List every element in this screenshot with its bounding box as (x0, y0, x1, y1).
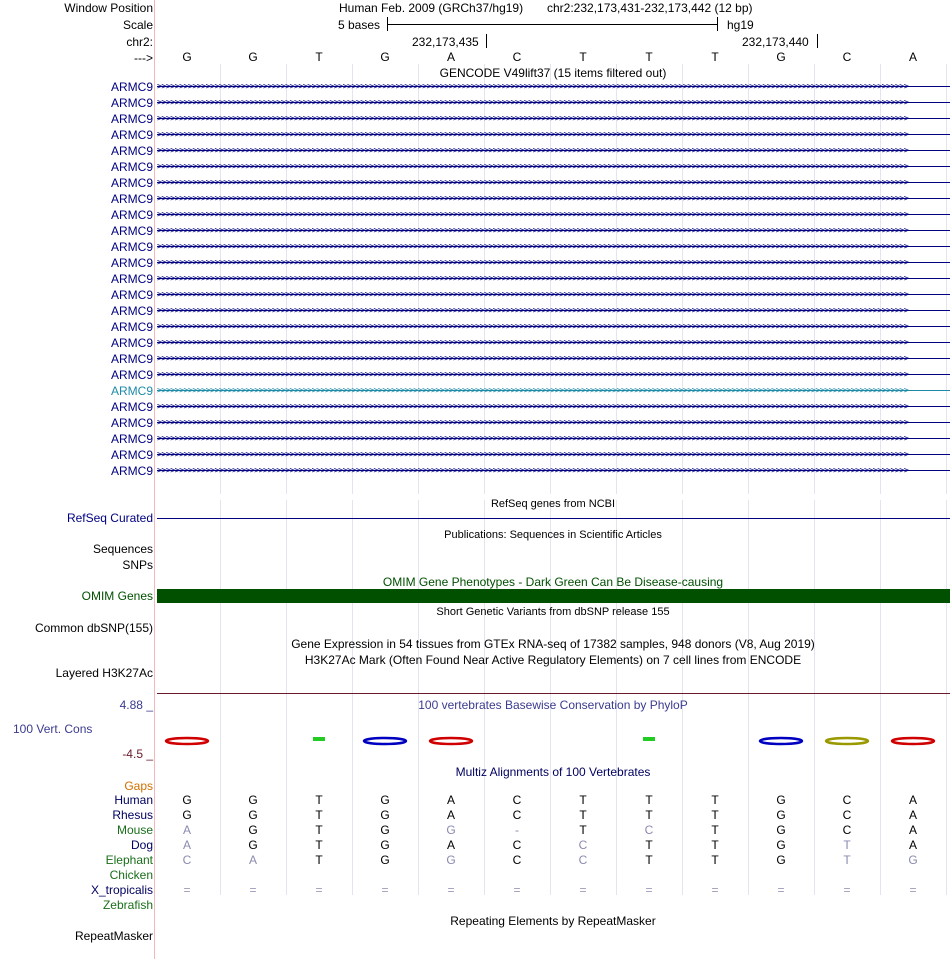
strand-arrows: >>>>>>>>>>>>>>>>>>>>>>>>>>>>>>>>>>>>>>>>>>>>>>>>>>>>>>>>>>>>>>>>>>>>>>>>>>>>>>>>>>>>>>>>>>>>>>>>>>>>>>>>>>>>>>>>>>>>>>>>>>>>>>>>>>>>>>>>>>>>>>>>>>>>>>>>>>>>>>>>>>>>>>>>>> (157, 418, 909, 428)
aligned-base: A (908, 793, 917, 807)
aligned-base: T (645, 853, 653, 867)
aligned-base: C (842, 808, 852, 822)
aligned-base: T (579, 793, 587, 807)
gene-model[interactable] (157, 130, 950, 140)
aligned-base: = (645, 883, 653, 897)
coord-1-tick (486, 34, 487, 48)
base-letter: C (842, 50, 852, 64)
gene-model[interactable] (157, 210, 950, 220)
strand-arrows: >>>>>>>>>>>>>>>>>>>>>>>>>>>>>>>>>>>>>>>>>>>>>>>>>>>>>>>>>>>>>>>>>>>>>>>>>>>>>>>>>>>>>>>>>>>>>>>>>>>>>>>>>>>>>>>>>>>>>>>>>>>>>>>>>>>>>>>>>>>>>>>>>>>>>>>>>>>>>>>>>>>>>>>>>> (157, 322, 909, 332)
aligned-base: = (249, 883, 257, 897)
base-letter: A (446, 50, 455, 64)
gene-label[interactable]: ARMC9 (110, 128, 153, 142)
base-letter: G (776, 50, 786, 64)
species-label[interactable]: Dog (130, 838, 153, 852)
aligned-base: G (182, 808, 192, 822)
omim-bar[interactable] (157, 589, 950, 603)
gene-model[interactable] (157, 178, 950, 188)
conservation-label[interactable]: 100 Vert. Cons (13, 722, 93, 736)
gene-model[interactable] (157, 434, 950, 444)
aligned-base: T (315, 808, 323, 822)
aligned-base: T (315, 823, 323, 837)
species-label[interactable]: Human (114, 793, 153, 807)
aligned-base: G (446, 853, 456, 867)
aligned-base: T (579, 823, 587, 837)
gene-label[interactable]: ARMC9 (110, 464, 153, 478)
gene-label[interactable]: ARMC9 (110, 224, 153, 238)
aligned-base: T (315, 793, 323, 807)
base-letter: G (248, 50, 258, 64)
omim-title: OMIM Gene Phenotypes - Dark Green Can Be Disease-causing (382, 575, 724, 589)
base-letter: G (182, 50, 192, 64)
aligned-base: - (515, 823, 519, 837)
aligned-base: C (842, 793, 852, 807)
aligned-base: T (711, 853, 719, 867)
strand-label: ---> (134, 51, 153, 65)
gene-label[interactable]: ARMC9 (110, 192, 153, 206)
aligned-base: G (248, 838, 258, 852)
aligned-base: T (711, 793, 719, 807)
aligned-base: = (579, 883, 587, 897)
scale-db: hg19 (727, 18, 754, 32)
refseq-gene-line[interactable] (157, 518, 950, 519)
gene-label[interactable]: ARMC9 (110, 320, 153, 334)
aligned-base: = (381, 883, 389, 897)
dbsnp-title: Short Genetic Variants from dbSNP release 155 (436, 606, 670, 618)
aligned-base: G (446, 823, 456, 837)
strand-arrows: >>>>>>>>>>>>>>>>>>>>>>>>>>>>>>>>>>>>>>>>>>>>>>>>>>>>>>>>>>>>>>>>>>>>>>>>>>>>>>>>>>>>>>>>>>>>>>>>>>>>>>>>>>>>>>>>>>>>>>>>>>>>>>>>>>>>>>>>>>>>>>>>>>>>>>>>>>>>>>>>>>>>>>>>>> (157, 226, 909, 236)
strand-arrows: >>>>>>>>>>>>>>>>>>>>>>>>>>>>>>>>>>>>>>>>>>>>>>>>>>>>>>>>>>>>>>>>>>>>>>>>>>>>>>>>>>>>>>>>>>>>>>>>>>>>>>>>>>>>>>>>>>>>>>>>>>>>>>>>>>>>>>>>>>>>>>>>>>>>>>>>>>>>>>>>>>>>>>>>>> (157, 210, 909, 220)
strand-arrows: >>>>>>>>>>>>>>>>>>>>>>>>>>>>>>>>>>>>>>>>>>>>>>>>>>>>>>>>>>>>>>>>>>>>>>>>>>>>>>>>>>>>>>>>>>>>>>>>>>>>>>>>>>>>>>>>>>>>>>>>>>>>>>>>>>>>>>>>>>>>>>>>>>>>>>>>>>>>>>>>>>>>>>>>>> (157, 146, 909, 156)
gene-model[interactable] (157, 466, 950, 476)
aligned-base: = (315, 883, 323, 897)
aligned-base: A (182, 838, 191, 852)
aligned-base: C (578, 853, 588, 867)
aligned-base: G (248, 808, 258, 822)
strand-arrows: >>>>>>>>>>>>>>>>>>>>>>>>>>>>>>>>>>>>>>>>>>>>>>>>>>>>>>>>>>>>>>>>>>>>>>>>>>>>>>>>>>>>>>>>>>>>>>>>>>>>>>>>>>>>>>>>>>>>>>>>>>>>>>>>>>>>>>>>>>>>>>>>>>>>>>>>>>>>>>>>>>>>>>>>>> (157, 162, 909, 172)
aligned-base: T (645, 808, 653, 822)
gtex-title: Gene Expression in 54 tissues from GTEx RNA-seq of 17382 samples, 948 donors (V8, Aug 2019) (291, 637, 815, 651)
gene-label[interactable]: ARMC9 (110, 256, 153, 270)
aligned-base: T (645, 793, 653, 807)
aligned-base: G (380, 838, 390, 852)
aligned-base: T (645, 838, 653, 852)
chrom-label: chr2: (126, 35, 153, 49)
strand-arrows: >>>>>>>>>>>>>>>>>>>>>>>>>>>>>>>>>>>>>>>>>>>>>>>>>>>>>>>>>>>>>>>>>>>>>>>>>>>>>>>>>>>>>>>>>>>>>>>>>>>>>>>>>>>>>>>>>>>>>>>>>>>>>>>>>>>>>>>>>>>>>>>>>>>>>>>>>>>>>>>>>>>>>>>>>> (157, 338, 909, 348)
scale-bar (387, 17, 718, 31)
gene-model[interactable] (157, 306, 950, 316)
strand-arrows: >>>>>>>>>>>>>>>>>>>>>>>>>>>>>>>>>>>>>>>>>>>>>>>>>>>>>>>>>>>>>>>>>>>>>>>>>>>>>>>>>>>>>>>>>>>>>>>>>>>>>>>>>>>>>>>>>>>>>>>>>>>>>>>>>>>>>>>>>>>>>>>>>>>>>>>>>>>>>>>>>>>>>>>>>> (157, 258, 909, 268)
gaps-label[interactable]: Gaps (124, 779, 153, 793)
aligned-base: A (182, 823, 191, 837)
conservation-logo (164, 732, 210, 750)
gene-label[interactable]: ARMC9 (110, 368, 153, 382)
assembly-text: Human Feb. 2009 (GRCh37/hg19) (339, 1, 524, 15)
species-label[interactable]: Chicken (109, 868, 153, 882)
label-separator (154, 0, 155, 959)
strand-arrows: >>>>>>>>>>>>>>>>>>>>>>>>>>>>>>>>>>>>>>>>>>>>>>>>>>>>>>>>>>>>>>>>>>>>>>>>>>>>>>>>>>>>>>>>>>>>>>>>>>>>>>>>>>>>>>>>>>>>>>>>>>>>>>>>>>>>>>>>>>>>>>>>>>>>>>>>>>>>>>>>>>>>>>>>>> (157, 194, 909, 204)
aligned-base: T (315, 853, 323, 867)
strand-arrows: >>>>>>>>>>>>>>>>>>>>>>>>>>>>>>>>>>>>>>>>>>>>>>>>>>>>>>>>>>>>>>>>>>>>>>>>>>>>>>>>>>>>>>>>>>>>>>>>>>>>>>>>>>>>>>>>>>>>>>>>>>>>>>>>>>>>>>>>>>>>>>>>>>>>>>>>>>>>>>>>>>>>>>>>>> (157, 434, 909, 444)
gene-model[interactable] (157, 98, 950, 108)
gene-model[interactable] (157, 402, 950, 412)
strand-arrows: >>>>>>>>>>>>>>>>>>>>>>>>>>>>>>>>>>>>>>>>>>>>>>>>>>>>>>>>>>>>>>>>>>>>>>>>>>>>>>>>>>>>>>>>>>>>>>>>>>>>>>>>>>>>>>>>>>>>>>>>>>>>>>>>>>>>>>>>>>>>>>>>>>>>>>>>>>>>>>>>>>>>>>>>>> (157, 274, 909, 284)
base-letter: G (380, 50, 390, 64)
aligned-base: G (380, 793, 390, 807)
coord-2: 232,173,440 (742, 35, 809, 49)
repeatmasker-title: Repeating Elements by RepeatMasker (450, 914, 656, 928)
snps-label[interactable]: SNPs (122, 558, 153, 572)
aligned-base: G (248, 793, 258, 807)
gene-label[interactable]: ARMC9 (110, 160, 153, 174)
gene-label[interactable]: ARMC9 (110, 240, 153, 254)
publications-title: Publications: Sequences in Scientific Articles (444, 529, 662, 541)
aligned-base: A (908, 823, 917, 837)
aligned-base: G (776, 853, 786, 867)
gene-label[interactable]: ARMC9 (110, 112, 153, 126)
gene-label[interactable]: ARMC9 (110, 400, 153, 414)
aligned-base: G (908, 853, 918, 867)
aligned-base: C (644, 823, 654, 837)
aligned-base: C (578, 838, 588, 852)
conservation-logo (890, 732, 936, 750)
gene-model[interactable] (157, 258, 950, 268)
gene-label[interactable]: ARMC9 (110, 336, 153, 350)
aligned-base: G (776, 793, 786, 807)
base-letter: T (711, 50, 719, 64)
strand-arrows: >>>>>>>>>>>>>>>>>>>>>>>>>>>>>>>>>>>>>>>>>>>>>>>>>>>>>>>>>>>>>>>>>>>>>>>>>>>>>>>>>>>>>>>>>>>>>>>>>>>>>>>>>>>>>>>>>>>>>>>>>>>>>>>>>>>>>>>>>>>>>>>>>>>>>>>>>>>>>>>>>>>>>>>>>> (157, 130, 909, 140)
window-position-label: Window Position (64, 1, 153, 15)
base-letter: C (512, 50, 522, 64)
sequences-label[interactable]: Sequences (92, 542, 153, 556)
gene-model[interactable] (157, 146, 950, 156)
aligned-base: G (248, 823, 258, 837)
strand-arrows: >>>>>>>>>>>>>>>>>>>>>>>>>>>>>>>>>>>>>>>>>>>>>>>>>>>>>>>>>>>>>>>>>>>>>>>>>>>>>>>>>>>>>>>>>>>>>>>>>>>>>>>>>>>>>>>>>>>>>>>>>>>>>>>>>>>>>>>>>>>>>>>>>>>>>>>>>>>>>>>>>>>>>>>>>> (157, 354, 909, 364)
aligned-base: G (776, 838, 786, 852)
strand-arrows: >>>>>>>>>>>>>>>>>>>>>>>>>>>>>>>>>>>>>>>>>>>>>>>>>>>>>>>>>>>>>>>>>>>>>>>>>>>>>>>>>>>>>>>>>>>>>>>>>>>>>>>>>>>>>>>>>>>>>>>>>>>>>>>>>>>>>>>>>>>>>>>>>>>>>>>>>>>>>>>>>>>>>>>>>> (157, 370, 909, 380)
aligned-base: A (446, 838, 455, 852)
base-letter: T (645, 50, 653, 64)
gene-model[interactable] (157, 338, 950, 348)
gene-label[interactable]: ARMC9 (110, 304, 153, 318)
gene-model[interactable] (157, 354, 950, 364)
gene-model[interactable] (157, 194, 950, 204)
gene-model[interactable] (157, 226, 950, 236)
aligned-base: T (843, 853, 851, 867)
gene-label[interactable]: ARMC9 (110, 176, 153, 190)
gencode-title: GENCODE V49lift37 (15 items filtered out) (439, 66, 667, 80)
aligned-base: A (446, 793, 455, 807)
conservation-logo (428, 732, 474, 750)
conservation-logo (824, 732, 870, 750)
species-label[interactable]: Zebrafish (102, 898, 153, 912)
coord-1: 232,173,435 (412, 35, 479, 49)
gene-label[interactable]: ARMC9 (110, 272, 153, 286)
aligned-base: = (909, 883, 917, 897)
aligned-base: G (182, 793, 192, 807)
aligned-base: = (513, 883, 521, 897)
aligned-base: = (711, 883, 719, 897)
gene-label[interactable]: ARMC9 (110, 144, 153, 158)
aligned-base: = (447, 883, 455, 897)
strand-arrows: >>>>>>>>>>>>>>>>>>>>>>>>>>>>>>>>>>>>>>>>>>>>>>>>>>>>>>>>>>>>>>>>>>>>>>>>>>>>>>>>>>>>>>>>>>>>>>>>>>>>>>>>>>>>>>>>>>>>>>>>>>>>>>>>>>>>>>>>>>>>>>>>>>>>>>>>>>>>>>>>>>>>>>>>>> (157, 114, 909, 124)
gene-label[interactable]: ARMC9 (110, 96, 153, 110)
gene-model[interactable] (157, 386, 950, 396)
gene-label[interactable]: ARMC9 (110, 432, 153, 446)
aligned-base: T (711, 823, 719, 837)
conservation-max: 4.88 _ (119, 698, 153, 712)
scale-label: Scale (122, 18, 153, 32)
aligned-base: G (776, 808, 786, 822)
aligned-base: A (908, 808, 917, 822)
aligned-base: G (776, 823, 786, 837)
species-label[interactable]: Rhesus (112, 808, 153, 822)
conservation-mark (643, 737, 655, 741)
gene-label[interactable]: ARMC9 (110, 208, 153, 222)
gene-model[interactable] (157, 290, 950, 300)
gene-label[interactable]: ARMC9 (110, 352, 153, 366)
gene-model[interactable] (157, 370, 950, 380)
strand-arrows: >>>>>>>>>>>>>>>>>>>>>>>>>>>>>>>>>>>>>>>>>>>>>>>>>>>>>>>>>>>>>>>>>>>>>>>>>>>>>>>>>>>>>>>>>>>>>>>>>>>>>>>>>>>>>>>>>>>>>>>>>>>>>>>>>>>>>>>>>>>>>>>>>>>>>>>>>>>>>>>>>>>>>>>>>> (157, 402, 909, 412)
strand-arrows: >>>>>>>>>>>>>>>>>>>>>>>>>>>>>>>>>>>>>>>>>>>>>>>>>>>>>>>>>>>>>>>>>>>>>>>>>>>>>>>>>>>>>>>>>>>>>>>>>>>>>>>>>>>>>>>>>>>>>>>>>>>>>>>>>>>>>>>>>>>>>>>>>>>>>>>>>>>>>>>>>>>>>>>>>> (157, 386, 909, 396)
aligned-base: = (843, 883, 851, 897)
gene-label[interactable]: ARMC9 (110, 448, 153, 462)
gene-label[interactable]: ARMC9 (110, 416, 153, 430)
gene-label[interactable]: ARMC9 (110, 80, 153, 94)
gene-model[interactable] (157, 82, 950, 92)
gene-model[interactable] (157, 162, 950, 172)
gene-model[interactable] (157, 322, 950, 332)
species-label[interactable]: Elephant (105, 853, 153, 867)
aligned-base: T (843, 838, 851, 852)
coord-2-tick (817, 34, 818, 48)
scale-text: 5 bases (338, 18, 381, 32)
strand-arrows: >>>>>>>>>>>>>>>>>>>>>>>>>>>>>>>>>>>>>>>>>>>>>>>>>>>>>>>>>>>>>>>>>>>>>>>>>>>>>>>>>>>>>>>>>>>>>>>>>>>>>>>>>>>>>>>>>>>>>>>>>>>>>>>>>>>>>>>>>>>>>>>>>>>>>>>>>>>>>>>>>>>>>>>>>> (157, 466, 909, 476)
position-text: chr2:232,173,431-232,173,442 (12 bp) (547, 1, 753, 15)
strand-arrows: >>>>>>>>>>>>>>>>>>>>>>>>>>>>>>>>>>>>>>>>>>>>>>>>>>>>>>>>>>>>>>>>>>>>>>>>>>>>>>>>>>>>>>>>>>>>>>>>>>>>>>>>>>>>>>>>>>>>>>>>>>>>>>>>>>>>>>>>>>>>>>>>>>>>>>>>>>>>>>>>>>>>>>>>>> (157, 82, 909, 92)
aligned-base: C (182, 853, 192, 867)
multiz-title: Multiz Alignments of 100 Vertebrates (455, 765, 651, 779)
species-label[interactable]: Mouse (116, 823, 153, 837)
aligned-base: C (842, 823, 852, 837)
aligned-base: C (512, 793, 522, 807)
base-letter: T (579, 50, 587, 64)
conservation-logo (362, 732, 408, 750)
base-letter: A (908, 50, 917, 64)
aligned-base: C (512, 853, 522, 867)
aligned-base: T (711, 838, 719, 852)
strand-arrows: >>>>>>>>>>>>>>>>>>>>>>>>>>>>>>>>>>>>>>>>>>>>>>>>>>>>>>>>>>>>>>>>>>>>>>>>>>>>>>>>>>>>>>>>>>>>>>>>>>>>>>>>>>>>>>>>>>>>>>>>>>>>>>>>>>>>>>>>>>>>>>>>>>>>>>>>>>>>>>>>>>>>>>>>>> (157, 450, 909, 460)
aligned-base: T (579, 808, 587, 822)
gene-model[interactable] (157, 418, 950, 428)
strand-arrows: >>>>>>>>>>>>>>>>>>>>>>>>>>>>>>>>>>>>>>>>>>>>>>>>>>>>>>>>>>>>>>>>>>>>>>>>>>>>>>>>>>>>>>>>>>>>>>>>>>>>>>>>>>>>>>>>>>>>>>>>>>>>>>>>>>>>>>>>>>>>>>>>>>>>>>>>>>>>>>>>>>>>>>>>>> (157, 178, 909, 188)
gene-model[interactable] (157, 114, 950, 124)
gene-model[interactable] (157, 450, 950, 460)
gene-model[interactable] (157, 242, 950, 252)
aligned-base: G (380, 853, 390, 867)
aligned-base: T (711, 808, 719, 822)
conservation-title: 100 vertebrates Basewise Conservation by PhyloP (418, 698, 688, 712)
conservation-min: -4.5 _ (122, 747, 153, 761)
refseq-title: RefSeq genes from NCBI (490, 498, 616, 510)
gene-model[interactable] (157, 274, 950, 284)
refseq-label[interactable]: RefSeq Curated (66, 511, 153, 525)
species-label[interactable]: X_tropicalis (90, 883, 153, 897)
gene-label[interactable]: ARMC9 (110, 288, 153, 302)
strand-arrows: >>>>>>>>>>>>>>>>>>>>>>>>>>>>>>>>>>>>>>>>>>>>>>>>>>>>>>>>>>>>>>>>>>>>>>>>>>>>>>>>>>>>>>>>>>>>>>>>>>>>>>>>>>>>>>>>>>>>>>>>>>>>>>>>>>>>>>>>>>>>>>>>>>>>>>>>>>>>>>>>>>>>>>>>>> (157, 306, 909, 316)
h3k27ac-label[interactable]: Layered H3K27Ac (55, 666, 153, 680)
base-letter: T (315, 50, 323, 64)
aligned-base: G (380, 823, 390, 837)
strand-arrows: >>>>>>>>>>>>>>>>>>>>>>>>>>>>>>>>>>>>>>>>>>>>>>>>>>>>>>>>>>>>>>>>>>>>>>>>>>>>>>>>>>>>>>>>>>>>>>>>>>>>>>>>>>>>>>>>>>>>>>>>>>>>>>>>>>>>>>>>>>>>>>>>>>>>>>>>>>>>>>>>>>>>>>>>>> (157, 290, 909, 300)
aligned-base: A (908, 838, 917, 852)
h3k27ac-baseline (157, 693, 950, 694)
dbsnp-label[interactable]: Common dbSNP(155) (34, 621, 153, 635)
aligned-base: T (315, 838, 323, 852)
aligned-base: C (512, 838, 522, 852)
aligned-base: C (512, 808, 522, 822)
aligned-base: = (777, 883, 785, 897)
h3k27ac-title: H3K27Ac Mark (Often Found Near Active Regulatory Elements) on 7 cell lines from ENCODE (304, 653, 802, 667)
aligned-base: A (446, 808, 455, 822)
aligned-base: G (380, 808, 390, 822)
aligned-base: A (248, 853, 257, 867)
strand-arrows: >>>>>>>>>>>>>>>>>>>>>>>>>>>>>>>>>>>>>>>>>>>>>>>>>>>>>>>>>>>>>>>>>>>>>>>>>>>>>>>>>>>>>>>>>>>>>>>>>>>>>>>>>>>>>>>>>>>>>>>>>>>>>>>>>>>>>>>>>>>>>>>>>>>>>>>>>>>>>>>>>>>>>>>>>> (157, 98, 909, 108)
aligned-base: = (183, 883, 191, 897)
repeatmasker-label[interactable]: RepeatMasker (74, 929, 153, 943)
strand-arrows: >>>>>>>>>>>>>>>>>>>>>>>>>>>>>>>>>>>>>>>>>>>>>>>>>>>>>>>>>>>>>>>>>>>>>>>>>>>>>>>>>>>>>>>>>>>>>>>>>>>>>>>>>>>>>>>>>>>>>>>>>>>>>>>>>>>>>>>>>>>>>>>>>>>>>>>>>>>>>>>>>>>>>>>>>> (157, 242, 909, 252)
omim-label[interactable]: OMIM Genes (81, 589, 153, 603)
gene-label[interactable]: ARMC9 (110, 384, 153, 398)
conservation-mark (313, 737, 325, 741)
conservation-logo (758, 732, 804, 750)
